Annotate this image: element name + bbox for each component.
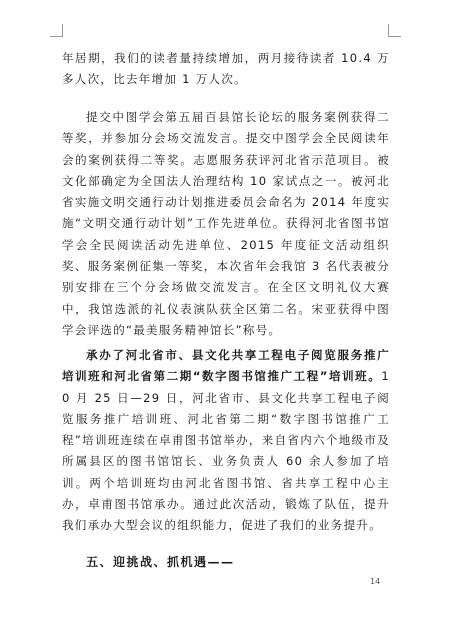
page-number: 14 — [370, 577, 381, 586]
crop-mark-top-right — [388, 24, 401, 37]
paragraph-training — [62, 345, 390, 537]
paragraph-awards: 提交中图学会第五届百县馆长论坛的服务案例获得二等奖，并参加分会场交流发言。提交中图学会全民阅读年会的案例获得二等奖。志愿服务获评河北省示范项目。被文化部确定为全国法人治理结构 10 家试点之一。被河北省实施文明交通行动计划推进委员会命名为 2014 年度实施“文明交通行动计划”工作先进单位。获得河北省图书馆学会全民阅读活动先进单位、2015 年度征文活动组织奖、服务案例征集一等奖，本次省年会我馆 3 名代表被分别安排在三个分会场做交流发言。在全区文明礼仪大赛中，我馆选派的礼仪表演队获全区第二名。宋亚获得中图学会评选的“最美服务精神馆长”称号。 — [62, 110, 390, 337]
section-heading: 五、迎挑战、抓机遇—— — [86, 555, 235, 569]
paragraph-training-lead: 承办了河北省市、县文化共享工程电子阅览服务推广培训班和河北省第二期“数字图书馆推广工程”培训班。 — [62, 348, 390, 384]
paragraph-training-body: 10 月 25 日—29 日，河北省市、县文化共享工程电子阅览服务推广培训班、河北省第二期“数字图书馆推广工程”培训班连续在卓甫图书馆举办，来自省内六个地级市及所属县区的图书馆馆长、业务负责人 60 余人参加了培训。两个培训班均由河北省图书馆、省共享工程中心主办，卓甫图书馆承办。通过此次活动，锻炼了队伍，提升我们承办大型会议的组织能力，促进了我们的业务提升。 — [62, 369, 390, 533]
crop-mark-top-left — [50, 24, 63, 37]
paragraph-visitor-stats: 年居期，我们的读者量持续增加，两月接待读者 10.4 万多人次，比去年增加 1 万人次。 — [62, 51, 390, 87]
